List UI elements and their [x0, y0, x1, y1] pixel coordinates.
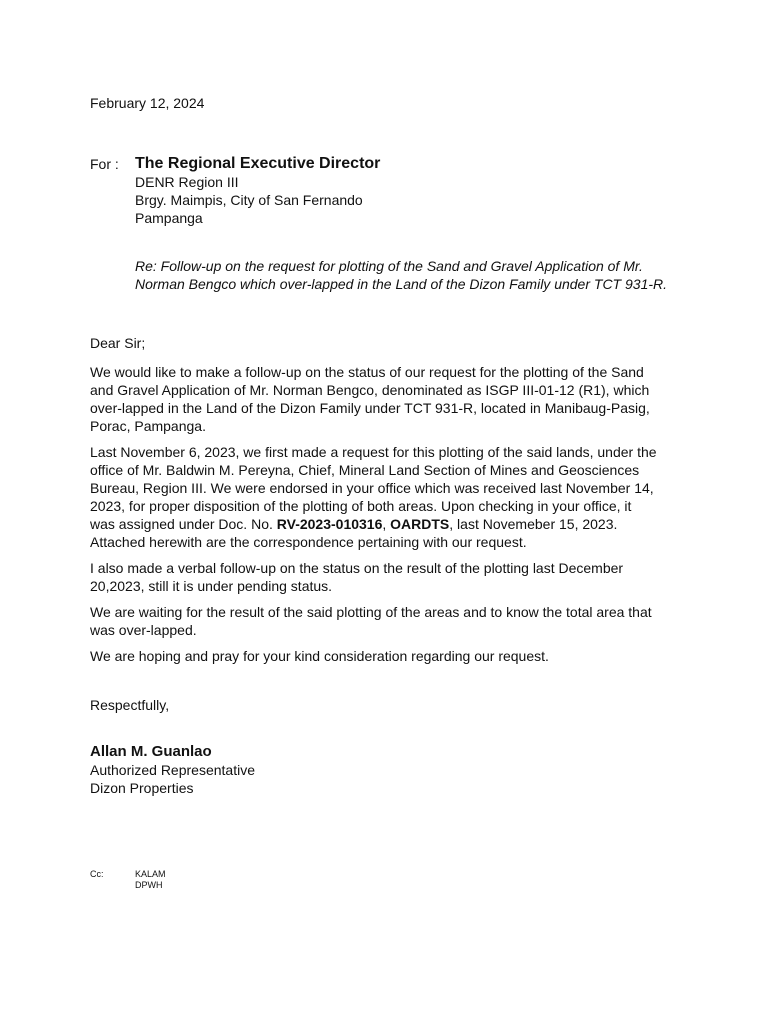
cc-label: Cc: [90, 869, 104, 879]
recipient-address: Brgy. Maimpis, City of San Fernando [135, 192, 363, 208]
signature-block [90, 743, 255, 797]
cc-recipient: KALAM [135, 869, 166, 879]
letter-date: February 12, 2024 [90, 95, 205, 111]
paragraph-2-text-start: Last November 6, 2023, we first made a request for this plotting of the said lands, under the office of Mr. Baldwin M. Pereyna, Chief, Mineral Land Section of Mines and Geosciences Bureau, Region III. We were endorsed in your office which was received last November 14, 2023, for proper disposition of the plotting of both areas. Upon checking in your office, it was assigned under Doc. No. [90, 444, 657, 532]
body-paragraph-5: We are hoping and pray for your kind consideration regarding our request. [90, 648, 549, 664]
document-number: RV-2023-010316 [276, 516, 383, 532]
recipient-title: The Regional Executive Director [135, 155, 381, 172]
paragraph-2-text-end: , last Novemeber 15, 2023. Attached herewith are the correspondence pertaining with our request. [90, 516, 618, 550]
signer-title: Authorized Representative [90, 762, 255, 778]
subject-line: Re: Follow-up on the request for plotting of the Sand and Gravel Application of Mr. Norman Bengco which over-lapped in the Land of the Dizon Family under TCT 931-R. [135, 258, 668, 292]
body-paragraph-4: We are waiting for the result of the said plotting of the areas and to know the total area that was over-lapped. [90, 604, 652, 638]
oardts-label: OARDTS [390, 516, 450, 532]
closing: Respectfully, [90, 697, 170, 713]
paragraph-2-separator: , [382, 516, 391, 532]
salutation: Dear Sir; [90, 335, 146, 351]
body-paragraph-1: We would like to make a follow-up on the status of our request for the plotting of the Sand and Gravel Application of Mr. Norman Bengco, denominated as ISGP III-01-12 (R1), which over-lapped in the Land of the Dizon Family under TCT 931-R, located in Manibaug-Pasig, Porac, Pampanga. [90, 364, 650, 434]
body-paragraph-3: I also made a verbal follow-up on the status on the result of the plotting last December 20,2023, still it is under pending status. [90, 560, 624, 594]
recipient-office: DENR Region III [135, 174, 239, 190]
body-paragraph-2 [90, 443, 660, 551]
letter-body [90, 363, 660, 673]
recipient-province: Pampanga [135, 210, 203, 226]
cc-list [135, 869, 166, 891]
signer-name: Allan M. Guanlao [90, 743, 212, 760]
cc-recipient: DPWH [135, 880, 163, 890]
for-label: For : [90, 156, 119, 172]
recipient-block [135, 155, 695, 227]
signer-company: Dizon Properties [90, 780, 194, 796]
